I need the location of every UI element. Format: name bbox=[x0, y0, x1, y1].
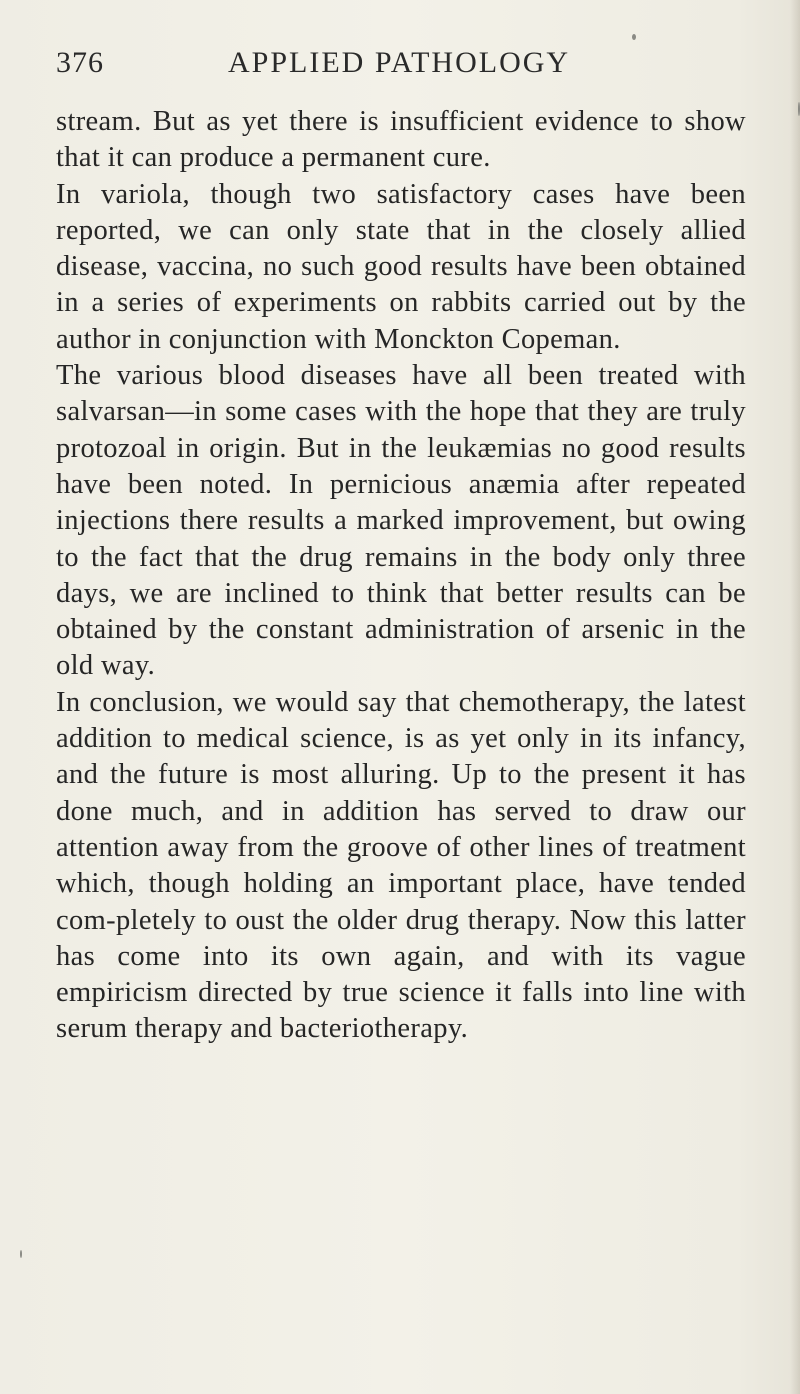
speck-mark bbox=[20, 1250, 22, 1258]
speck-mark bbox=[632, 34, 636, 40]
body-text bbox=[56, 104, 746, 1048]
page-number: 376 bbox=[56, 46, 104, 79]
paragraph: stream. But as yet there is insufficient evidence to show that it can produce a permanent cure. bbox=[56, 106, 746, 174]
page-edge-shadow bbox=[790, 0, 800, 1394]
paragraph: In conclusion, we would say that chemotherapy, the latest addition to medical science, is as yet only in its infancy, and the future is most alluring. Up to the present it has done much, and in addition has served to draw our attention away from the groove of other lines of treatment which, though holding an important place, have tended com-pletely to oust the older drug therapy. Now this latter has come into its own again, and with its vague empiricism directed by true science it falls into line with serum therapy and bacteriotherapy. bbox=[56, 686, 746, 1045]
page-header bbox=[56, 46, 746, 90]
running-title: APPLIED PATHOLOGY bbox=[228, 46, 571, 79]
paragraph: In variola, though two satisfactory cases have been reported, we can only state that in the closely allied disease, vaccina, no such good results have been obtained in a series of experiments on rabbits carried out by the author in conjunction with Monckton Copeman. bbox=[56, 178, 746, 355]
paragraph: The various blood diseases have all been treated with salvarsan—in some cases with the hope that they are truly protozoal in origin. But in the leukæmias no good results have been noted. In pernicious anæmia after repeated injections there results a marked improvement, but owing to the fact that the drug remains in the body only three days, we are inclined to think that better results can be obtained by the constant administration of arsenic in the old way. bbox=[56, 360, 746, 682]
